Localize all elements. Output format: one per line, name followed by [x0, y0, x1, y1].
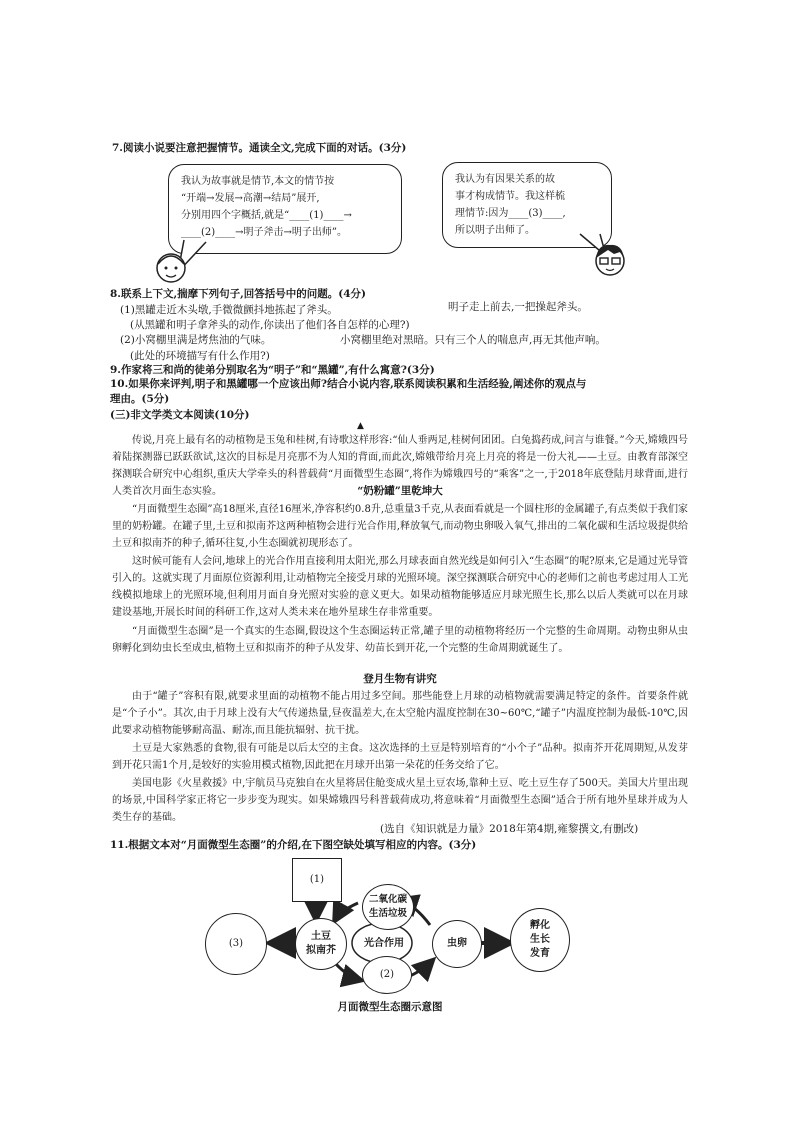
diagram-photosynthesis: 光合作用 — [364, 938, 404, 949]
diagram-egg-label: 虫卵 — [447, 938, 467, 949]
diagram-co2-2: 生活垃圾 — [368, 908, 407, 919]
q10-stem-line2: 理由。(5分) — [110, 393, 170, 405]
q8-question-1: (从黑罐和明子拿斧头的动作,你读出了他们各自怎样的心理?) — [130, 319, 410, 331]
diagram-plant-1: 土豆 — [311, 931, 331, 942]
diagram-blank-2-label: (2) — [379, 969, 395, 980]
article-paragraph-6: 土豆是大家熟悉的食物,很有可能是以后太空的主食。这次选择的土豆是特别培育的“小个子”品种。拟南芥开花周期短,从发芽到开花只需1个月,是较好的实验用模式植物,因此把在月球开出第一朵花的任务交给了它。 — [112, 743, 688, 771]
article-source: (选自《知识就是力量》2018年第4期,雍黎撰文,有删改) — [380, 823, 639, 835]
diagram-blank-1 — [292, 858, 342, 902]
bubble-left-line: “开端→发展→高潮→结局”展开, — [181, 193, 320, 204]
q10-stem-line1: 10.如果你来评判,明子和黑罐哪一个应该出师?结合小说内容,联系阅读积累和生活经验,阐述你的观点与 — [110, 378, 587, 390]
q7-stem: 7.阅读小说要注意把握情节。通读全文,完成下面的对话。(3分) — [112, 142, 407, 154]
q9-stem: 9.作家将三和尚的徒弟分别取名为“明子”和“黑罐”,有什么寓意?(3分) — [110, 364, 435, 376]
diagram-blank-3 — [205, 913, 267, 975]
triangle-mark-icon: ▲ — [357, 421, 364, 431]
student-face-left-icon — [152, 248, 190, 288]
diagram-plant-2: 拟南芥 — [306, 945, 336, 956]
bubble-right-line: 事才构成情节。我这样梳 — [455, 191, 565, 202]
q8-sentence-2: (2)小窝棚里满是烤焦油的气味。 — [120, 334, 272, 346]
bubble-left-line: 我认为故事就是情节,本文的情节按 — [181, 176, 335, 187]
q8-question-2: (此处的环境描写有什么作用?) — [130, 350, 270, 362]
diagram-growth-1: 孵化 — [530, 920, 550, 931]
diagram-growth-2: 生长 — [530, 934, 550, 945]
article-paragraph-5: 由于“罐子”容积有限,就要求里面的动植物不能占用过多空间。那些能登上月球的动植物就需要满足特定的条件。首要条件就是“个子小”。其次,由于月球上没有大气传递热量,昼夜温差大,在太空舱内温度控制在30~60℃,“罐子”内温度控制为最低-10℃,因此要求动植物能够耐高温、耐冻,而且能抗辐射、抗干扰。 — [112, 691, 688, 736]
bubble-right-line: 我认为有因果关系的故 — [455, 174, 555, 185]
article-heading-2: 登月生物有讲究 — [363, 673, 437, 685]
bubble-right-line: 理情节:因为____(3)____, — [455, 208, 566, 219]
diagram-growth-3: 发育 — [530, 948, 550, 959]
article-heading-1: “奶粉罐”里乾坤大 — [357, 485, 443, 497]
diagram-blank-1-label: (1) — [309, 874, 325, 885]
article-paragraph-3: 这时候可能有人会问,地球上的光合作用直接利用太阳光,那么月球表面自然光线是如何引入“生态圈”的呢?原来,它是通过光导管引入的。这就实现了月面原位资源利用,让动植物完全接受月球的光照环境。深空探测联合研究中心的老师们之前也考虑过用人工光线模拟地球上的光照环境,但利用月面自身光照对实验的意义更大。如果动植物能够适应月球光照生长,那么以后人类就可以在月球建设基地,开展长时间的科研工作,这对人类未来在地外星球生存非常重要。 — [112, 556, 688, 618]
diagram-caption: 月面微型生态圈示意图 — [337, 1001, 443, 1013]
diagram-blank-2 — [362, 956, 412, 994]
diagram-egg-node — [432, 920, 482, 968]
q8-sentence-1: (1)黑罐走近木头墩,手微微颤抖地拣起了斧头。 — [120, 304, 338, 316]
article-paragraph-4: “月面微型生态圈”是一个真实的生态圈,假设这个生态圈运转正常,罐子里的动植物将经历一个完整的生命周期。动物虫卵从虫卵孵化到幼虫长至成虫,植物土豆和拟南芥的种子从发芽、幼苗长到开花,一个完整的生命周期就诞生了。 — [112, 626, 688, 654]
article-paragraph-7: 美国电影《火星救援》中,宇航员马克独自在火星将居住舱变成火星土豆农场,靠种土豆、吃土豆生存了500天。美国大片里出现的场景,中国科学家正将它一步步变为现实。如果嫦娥四号科普载荷成功,将意味着“月面微型生态圈”适合于所有地外星球并成为人类生存的基础。 — [112, 778, 688, 823]
article-paragraph-2: “月面微型生态圈”高18厘米,直径16厘米,净容积约0.8升,总重量3千克,从表面看就是一个圆柱形的金属罐子,有点类似于我们家里的奶粉罐。在罐子里,土豆和拟南芥这两种植物会进行光合作用,释放氧气,而动物虫卵吸入氧气,排出的二氧化碳和生活垃圾提供给土豆和拟南芥的种子,循环往复,小生态圈就初现形态了。 — [112, 504, 688, 549]
bubble-left-line: 分别用四个字概括,就是“____(1)____→ — [181, 210, 352, 221]
q8-sentence-2b: 小窝棚里绝对黑暗。只有三个人的喘息声,再无其他声响。 — [340, 334, 606, 346]
diagram-co2-node — [362, 884, 414, 930]
article-intro: 传说,月亮上最有名的动植物是玉兔和桂树,有诗歌这样形容:“仙人垂两足,桂树何团团。白兔捣药成,问言与谁餐。”今天,嫦娥四号着陆探测器已跃跃欲试,这次的目标是月亮那不为人知的背面,而此次,嫦娥带给月亮上月亮的将是一份大礼——土豆。由教育部深空探测联合研究中心组织,重庆大学牵头的科普载荷“月面微型生态圈”,将作为嫦娥四号的“乘客”之一,于2018年底登陆月球背面,进行人类首次月面生态实验。 — [112, 435, 688, 497]
q8-sentence-1b: 明子走上前去,一把操起斧头。 — [448, 301, 588, 313]
diagram-blank-3-label: (3) — [228, 938, 244, 949]
q8-stem: 8.联系上下文,揣摩下列句子,回答括号中的问题。(4分) — [110, 288, 367, 300]
diagram-plants-node — [295, 918, 347, 970]
student-face-right-icon — [590, 240, 630, 280]
diagram-growth-node — [510, 908, 570, 972]
diagram-co2-1: 二氧化碳 — [368, 894, 407, 905]
section-3-title: (三)非文学类文本阅读(10分) — [110, 409, 250, 421]
q11-stem: 11.根据文本对“月面微型生态圈”的介绍,在下图空缺处填写相应的内容。(3分) — [110, 839, 477, 851]
bubble-left-line: ____(2)____→明子斧击→明子出师”。 — [181, 227, 348, 238]
bubble-right-line: 所以明子出师了。 — [455, 225, 535, 236]
